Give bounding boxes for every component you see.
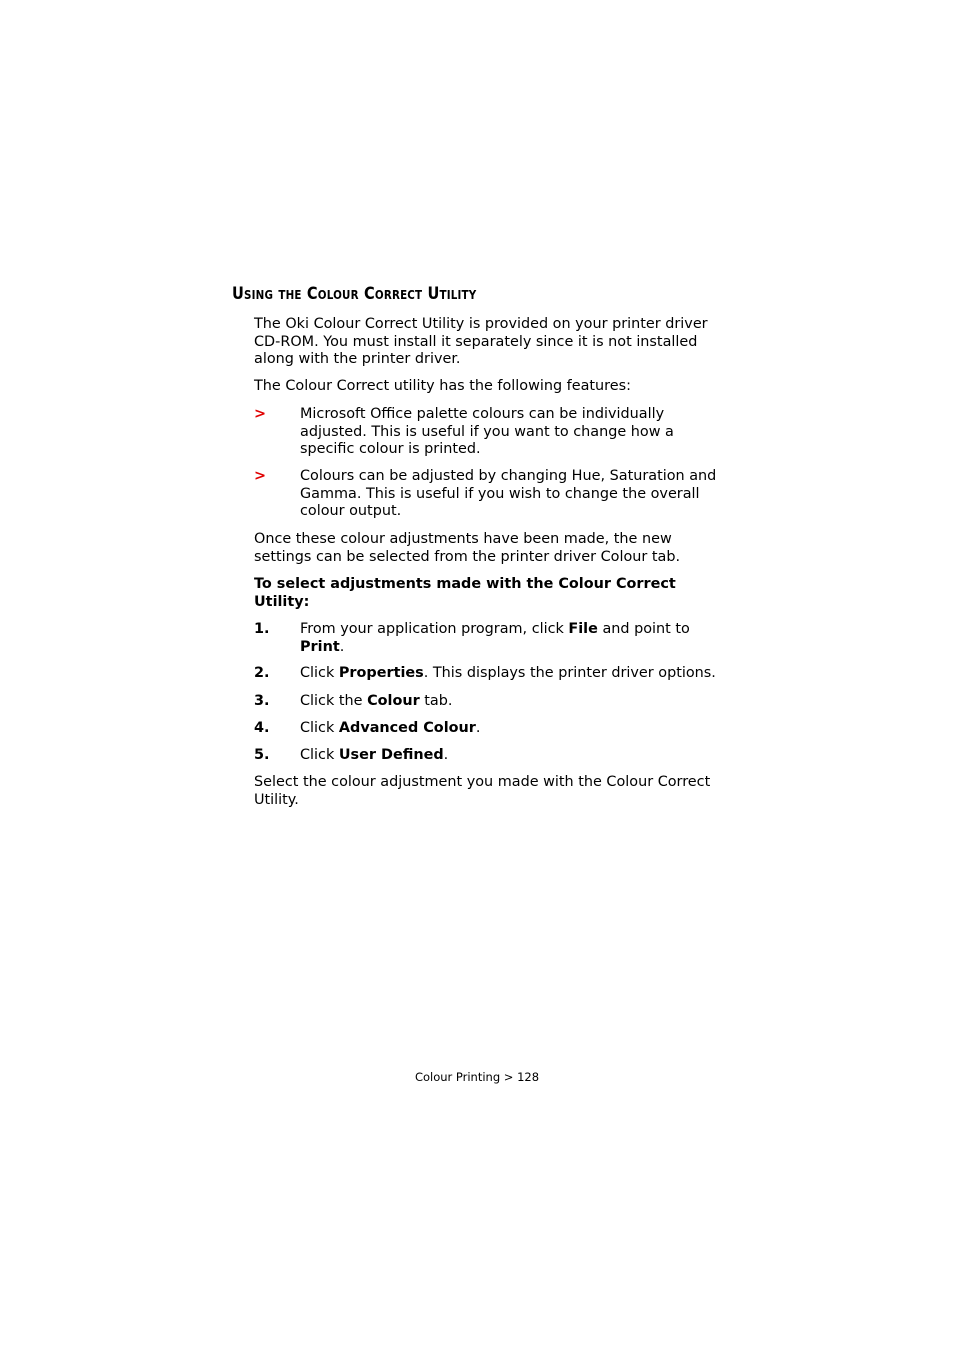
step-number: 3. <box>254 693 270 709</box>
step-number: 5. <box>254 747 270 763</box>
step-text: Click Advanced Colour. <box>300 720 481 736</box>
step-number: 4. <box>254 720 270 736</box>
procedure-heading: To select adjustments made with the Colour Correct Utility: <box>254 576 676 610</box>
step-text: Click User Defined. <box>300 747 449 763</box>
after-bullets-paragraph: Once these colour adjustments have been made, the new settings can be selected from the printer driver Colour tab. <box>254 531 681 565</box>
bullet-arrow-icon: > <box>254 406 267 422</box>
bullet-text: Microsoft Office palette colours can be individually adjusted. This is useful if you want to change how a specific colour is printed. <box>300 406 674 458</box>
features-intro: The Colour Correct utility has the following features: <box>254 378 631 394</box>
step-text: From your application program, click File and point to Print. <box>300 621 690 655</box>
section-heading: Using the Colour Correct Utility <box>232 284 477 304</box>
closing-paragraph: Select the colour adjustment you made with the Colour Correct Utility. <box>254 774 711 808</box>
step-text: Click the Colour tab. <box>300 693 453 709</box>
step-number: 1. <box>254 621 270 637</box>
bullet-text: Colours can be adjusted by changing Hue, Saturation and Gamma. This is useful if you wish to change the overall colour output. <box>300 468 717 520</box>
step-number: 2. <box>254 665 270 681</box>
step-text: Click Properties. This displays the printer driver options. <box>300 665 716 681</box>
intro-paragraph: The Oki Colour Correct Utility is provided on your printer driver CD-ROM. You must install it separately since it is not installed along with the printer driver. <box>254 316 708 368</box>
bullet-arrow-icon: > <box>254 468 267 484</box>
page-footer: Colour Printing > 128 <box>414 1070 540 1084</box>
